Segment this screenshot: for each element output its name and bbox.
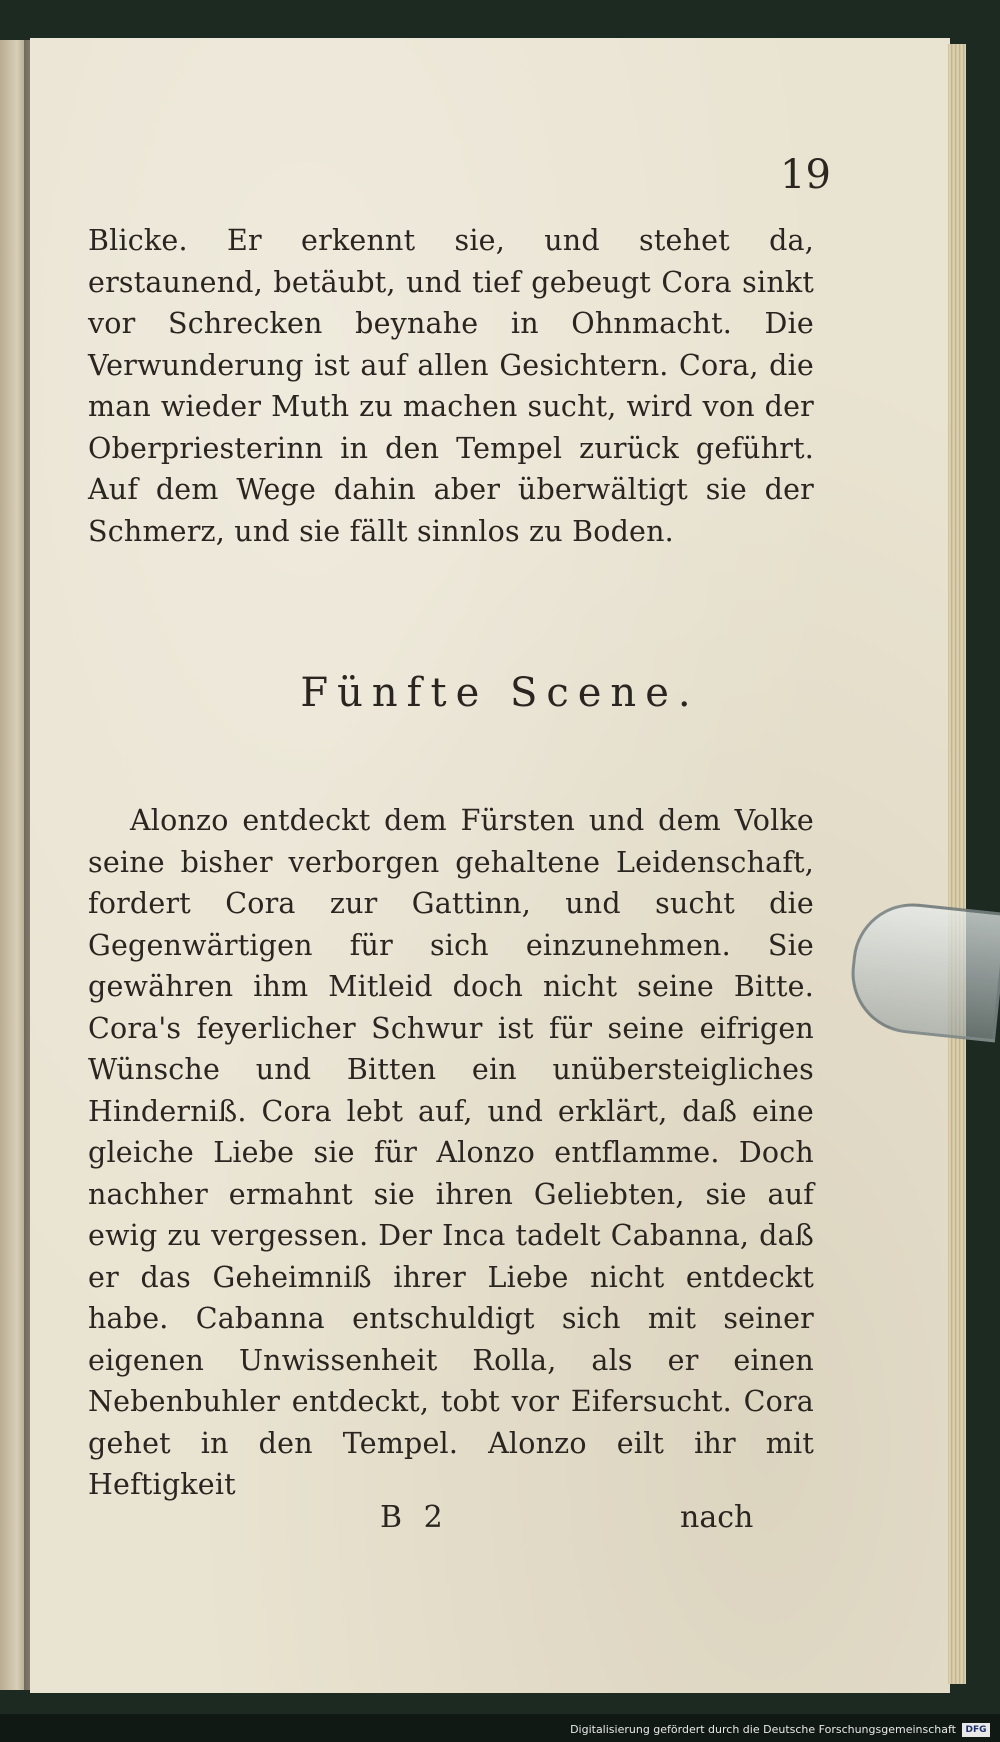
page-number: 19 [780, 152, 831, 198]
paragraph-1: Blicke. Er erkennt sie, und stehet da, erstaunend, betäubt, und tief gebeugt Cora sinkt vor Schrecken beynahe in Ohnmacht. Die Verwunderung ist auf allen Gesichtern. Cora, die man wieder Muth zu machen sucht, wird von der Oberpriesterinn in den Tempel zurück geführt. Auf dem Wege dahin aber überwältigt sie der Schmerz, und sie fällt sinnlos zu Boden. [88, 224, 814, 548]
paragraph-2: Alonzo entdeckt dem Fürsten und dem Volke seine bisher verborgen gehaltene Leidenschaft, fordert Cora zur Gattinn, und sucht die Gegenwärtigen für sich einzunehmen. Sie gewähren ihm Mitleid doch nicht seine Bitte. Cora's feyerlicher Schwur ist für seine eifrigen Wünsche und Bitten ein unübersteigliches Hinderniß. Cora lebt auf, und erklärt, daß eine gleiche Liebe sie für Alonzo entflamme. Doch nachher ermahnt sie ihren Geliebten, sie auf ewig zu vergessen. Der Inca tadelt Cabanna, daß er das Geheimniß ihrer Liebe nicht entdeckt habe. Cabanna entschuldigt sich mit seiner eigenen Unwissenheit Rolla, als er einen Nebenbuhler entdeckt, tobt vor Eifersucht. Cora gehet in den Tempel. Alonzo eilt ihr mit Heftigkeit [88, 804, 814, 1501]
scene-heading: Fünfte Scene. [300, 670, 700, 716]
footer-bar [0, 1714, 1000, 1742]
dfg-logo: DFG [962, 1723, 990, 1737]
catchword: nach [680, 1500, 754, 1535]
signature-mark: B 2 [380, 1500, 449, 1535]
footer-credit: Digitalisierung gefördert durch die Deutsche Forschungsgemeinschaft [570, 1723, 956, 1736]
page-edges [948, 44, 966, 1684]
